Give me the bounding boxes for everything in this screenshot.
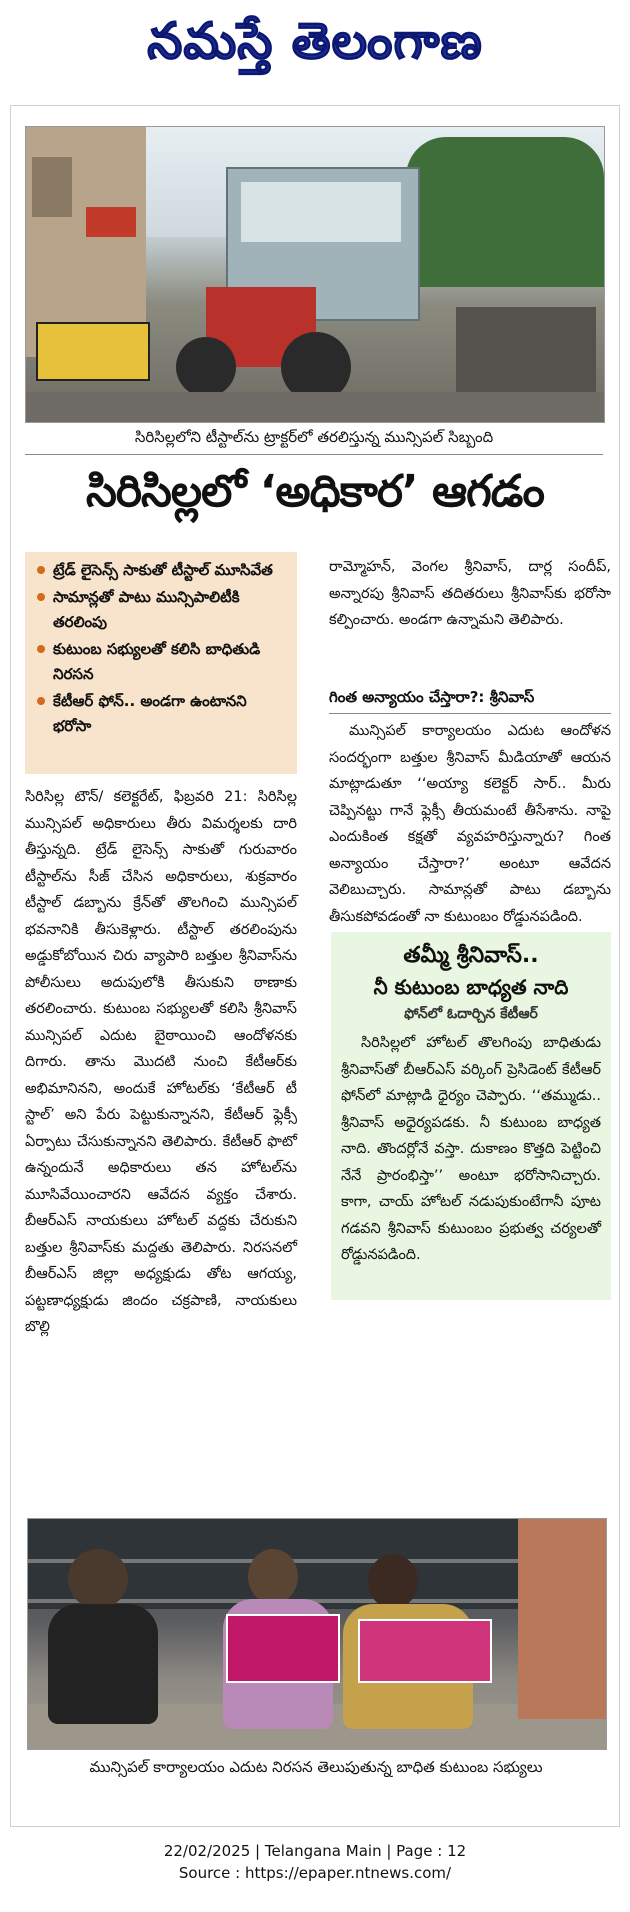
- highlight-item: కేటీఆర్ ఫోన్.. అండగా ఉంటానని భరోసా: [35, 689, 287, 739]
- photo-caption-top: సిరిసిల్లలోని టీస్టాల్‌ను ట్రాక్టర్‌లో తరలిస్తున్న మున్సిపల్ సిబ్బంది: [25, 428, 603, 455]
- article-body-right-top: రామ్మోహన్, వెంగల శ్రీనివాస్, దార్ల సందీప్, అన్నారపు శ్రీనివాస్ తదితరులు శ్రీనివాస్‌కు భరోసా కల్పించారు. అండగా ఉన్నామని తెలిపారు.: [329, 559, 611, 628]
- article-headline: సిరిసిల్లలో ‘అధికార’ ఆగడం: [86, 466, 544, 517]
- highlight-item: కుటుంబ సభ్యులతో కలిసి బాధితుడి నిరసన: [35, 637, 287, 687]
- article-page: [10, 105, 620, 1827]
- sidebox-subtitle: నీ కుటుంబ బాధ్యత నాది: [373, 975, 569, 999]
- source-footer: [0, 1840, 630, 1884]
- masthead: [0, 0, 630, 95]
- newspaper-title: నమస్తే తెలంగాణ: [147, 12, 483, 70]
- photo-caption-bottom: మున్సిపల్ కార్యాలయం ఎదుట నిరసన తెలుపుతున్న బాధిత కుటుంబ సభ్యులు: [89, 1758, 543, 1776]
- article-subheading: గింత అన్యాయం చేస్తారా?: శ్రీనివాస్: [329, 688, 611, 714]
- sidebox-kicker: ఫోన్‌లో ఓదార్చిన కేటీఆర్: [404, 1006, 538, 1022]
- highlights-box: [25, 552, 297, 774]
- highlight-item: సామాన్లతో పాటు మున్సిపాలిటీకి తరలింపు: [35, 585, 287, 635]
- sidebox-title: తమ్మీ శ్రీనివాస్..: [403, 943, 539, 968]
- highlight-item: ట్రేడ్ లైసెన్స్ సాకుతో టీస్టాల్ మూసివేత: [35, 558, 287, 583]
- footer-date-page: 22/02/2025 | Telangana Main | Page : 12: [163, 1842, 467, 1860]
- footer-source: Source : https://epaper.ntnews.com/: [178, 1864, 452, 1882]
- tractor-photo: [25, 126, 605, 423]
- protest-photo: [27, 1518, 607, 1750]
- article-body-left: సిరిసిల్ల టౌన్/ కలెక్టరేట్, ఫిబ్రవరి 21: సిరిసిల్ల మున్సిపల్ అధికారులు తీరు విమర్శలకు దారి తీస్తున్నది. ట్రేడ్ లైసెన్స్ సాకుతో గురువారం టీస్టాల్‌ను సీజ్ చేసిన అధికారులు, శుక్రవారం టీస్టాల్ డబ్బాను క్రేన్‌తో తొలగించి మున్సిపల్ భవనానికి తీసుకెళ్లారు. టీస్టాల్ తరలింపును అడ్డుకోబోయిన చిరు వ్యాపారి బత్తుల శ్రీనివాస్‌ను పోలీసులు అదుపులోకి తీసుకుని ఠాణాకు తరలించారు. కుటుంబ సభ్యులతో కలిసి శ్రీనివాస్ మున్సిపల్ ఎదుట బైఠాయించి ఆందోళనకు దిగారు. తాను మొదటి నుంచి కేటీఆర్‌కు అభిమానినని, అందుకే హోటల్‌కు ‘కేటీఆర్ టీ స్టాల్’ అని పేరు పెట్టుకున్నానని, కేటీఆర్ ఫ్లెక్సీ ఏర్పాటు చేసుకున్నానని తెలిపారు. కేటీఆర్ ఫొటో ఉన్నందునే అధికారులు తన హోటల్‌ను మూసివేయించారని ఆవేదన వ్యక్తం చేశారు. బీఆర్ఎస్ నాయకులు హోటల్ వద్దకు చేరుకుని బత్తుల శ్రీనివాస్‌కు మద్దతు తెలిపారు. నిరసనలో బీఆర్ఎస్ జిల్లా అధ్యక్షుడు తోట ఆగయ్య, పట్టణాధ్యక్షుడు జిందం చక్రపాణి, నాయకులు బొల్లి: [25, 789, 297, 1335]
- article-body-right-mid: మున్సిపల్ కార్యాలయం ఎదుట ఆందోళన సందర్భంగా బత్తుల శ్రీనివాస్ మీడియాతో ఆయన మాట్లాడుతూ ‘‘అయ్యా కలెక్టర్ సార్.. మీరు చెప్పినట్టు గానే ఫ్లెక్సీ తీయమంటే తీసేశాను. నాపై ఎందుకింత కక్షతో వ్యవహరిస్తున్నారు? గింత అన్యాయం చేస్తారా?’ అంటూ ఆవేదన వెలిబుచ్చారు. సామాన్లతో పాటు డబ్బాను తీసుకపోవడంతో నా కుటుంబం రోడ్డునపడింది.: [329, 723, 611, 925]
- ktr-sidebox: [331, 932, 611, 1300]
- sidebox-body: సిరిసిల్లలో హోటల్ తొలగింపు బాధితుడు శ్రీనివాస్‌తో బీఆర్ఎస్ వర్కింగ్ ప్రెసిడెంట్ కేటీఆర్ ఫోన్‌లో మాట్లాడి ధైర్యం చెప్పారు. ‘‘తమ్ముడు.. శ్రీనివాస్ అధైర్యపడకు. నీ కుటుంబ బాధ్యత నాది. తొందర్లోనే వస్తా. దుకాణం కొత్తది పెట్టించి నేనే ప్రారంభిస్తా’’ అంటూ భరోసానిచ్చారు. కాగా, చాయ్ హోటల్ నడుపుకుంటేగానీ పూట గడవని శ్రీనివాస్ కుటుంబం ప్రభుత్వ చర్యలతో రోడ్డునపడింది.: [341, 1035, 601, 1263]
